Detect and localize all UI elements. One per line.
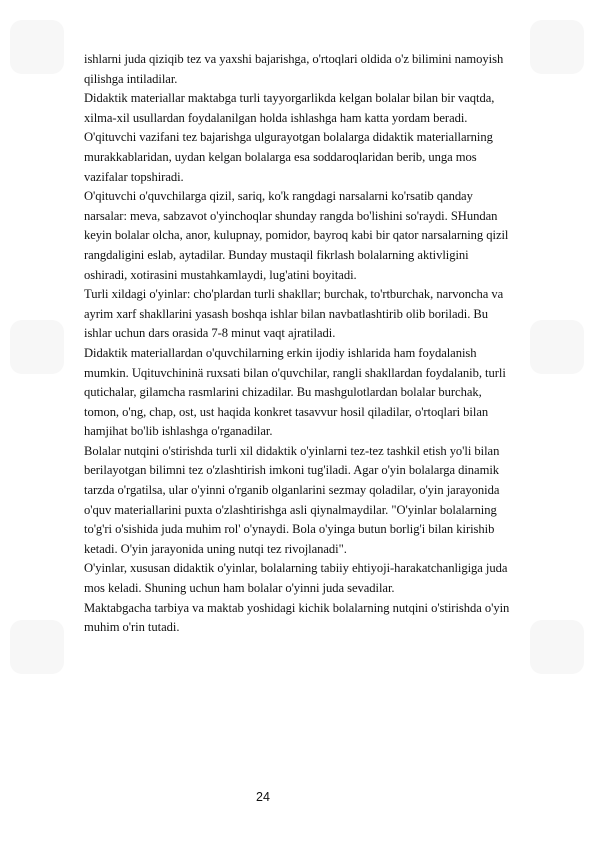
text-line: oshiradi, xotirasini mustahkamlaydi, lug'atini boyitadi.	[84, 267, 357, 282]
text-line: O'qituvchi vazifani tez bajarishga ulgurayotgan bolalarga didaktik materiallarning	[84, 130, 493, 145]
text-line: berilayotgan bilimni tez o'zlashtirish imkoni tug'iladi. Agar o'yin bolalarga dinamik	[84, 463, 500, 478]
text-line: tomon, o'ng, chap, ost, ust haqida konkret tasavvur hosil qiladilar, o'rtoqlari bilan	[84, 404, 489, 419]
text-line: xilma-xil usullardan foydalanilgan holda ishlashga ham katta yordam beradi.	[84, 110, 468, 125]
text-line: hamjihat bo'lib ishlashga o'rganadilar.	[84, 424, 273, 439]
text-line: keyin bolalar olcha, anor, kulupnay, pomidor, bayroq kabi bir qator narsalarning qizil	[84, 228, 509, 243]
text-line: muhim o'rin tutadi.	[84, 620, 180, 635]
text-line: Didaktik materiallardan o'quvchilarning erkin ijodiy ishlarida ham foydalanish	[84, 345, 477, 360]
page-number: 24	[256, 790, 270, 804]
text-line: Maktabgacha tarbiya va maktab yoshidagi kichik bolalarning nutqini o'stirishda o'yin	[84, 600, 510, 615]
text-line: qilishga intiladilar.	[84, 71, 178, 86]
text-line: vazifalar topshiradi.	[84, 169, 184, 184]
text-line: Bolalar nutqini o'stirishda turli xil didaktik o'yinlarni tez-tez tashkil etish yo'li bilan	[84, 443, 500, 458]
text-line: to'g'ri o'sishida juda muhim rol' o'ynaydi. Bola o'yinga butun borlig'i bilan kirishib	[84, 522, 495, 537]
text-line: mos keladi. Shuning uchun ham bolalar o'yinni juda sevadilar.	[84, 581, 395, 596]
body-text	[84, 50, 564, 638]
text-line: o'quv materiallarini puxta o'zlashtirishga asli qiynalmaydilar. "O'yinlar bolalarning	[84, 502, 497, 517]
text-line: O'yinlar, xususan didaktik o'yinlar, bolalarning tabiiy ehtiyoji-harakatchanligiga juda	[84, 561, 508, 576]
text-line: ishlar uchun dars orasida 7-8 minut vaqt ajratiladi.	[84, 326, 336, 341]
text-line: rangdaligini eslab, aytadilar. Bunday mustaqil fikrlash bolalarning aktivligini	[84, 247, 469, 262]
text-line: Didaktik materiallar maktabga turli tayyorgarlikda kelgan bolalar bilan bir vaqtda,	[84, 91, 495, 106]
text-line: O'qituvchi o'quvchilarga qizil, sariq, ko'k rangdagi narsalarni ko'rsatib qanday	[84, 189, 473, 204]
text-line: murakkablaridan, uydan kelgan bolalarga esa soddaroqlaridan berib, unga mos	[84, 149, 477, 164]
text-line: ayrim xarf shakllarini yasash boshqa ishlar bilan navbatlashtirib olib boriladi. Bu	[84, 306, 489, 321]
text-line: qutichalar, gilamcha rasmlarini chizadilar. Bu mashgulotlardan bolalar burchak,	[84, 385, 482, 400]
text-line: ishlarni juda qiziqib tez va yaxshi bajarishga, o'rtoqlari oldida o'z bilimini namoyish	[84, 52, 504, 66]
text-line: ketadi. O'yin jarayonida uning nutqi tez rivojlanadi".	[84, 541, 347, 556]
text-line: tarzda o'rgatilsa, ular o'yinni o'rganib olganlarini sezmay qoladilar, o'yin jarayonida	[84, 483, 500, 498]
text-line: mumkin. Uqituvchininä ruxsati bilan o'quvchilar, rangli shakllardan foydalanib, turli	[84, 365, 506, 380]
text-line: Turli xildagi o'yinlar: cho'plardan turli shakllar; burchak, to'rtburchak, narvoncha va	[84, 287, 504, 302]
text-line: narsalar: meva, sabzavot o'yinchoqlar shunday rangda bo'lishini so'raydi. SHundan	[84, 208, 498, 223]
